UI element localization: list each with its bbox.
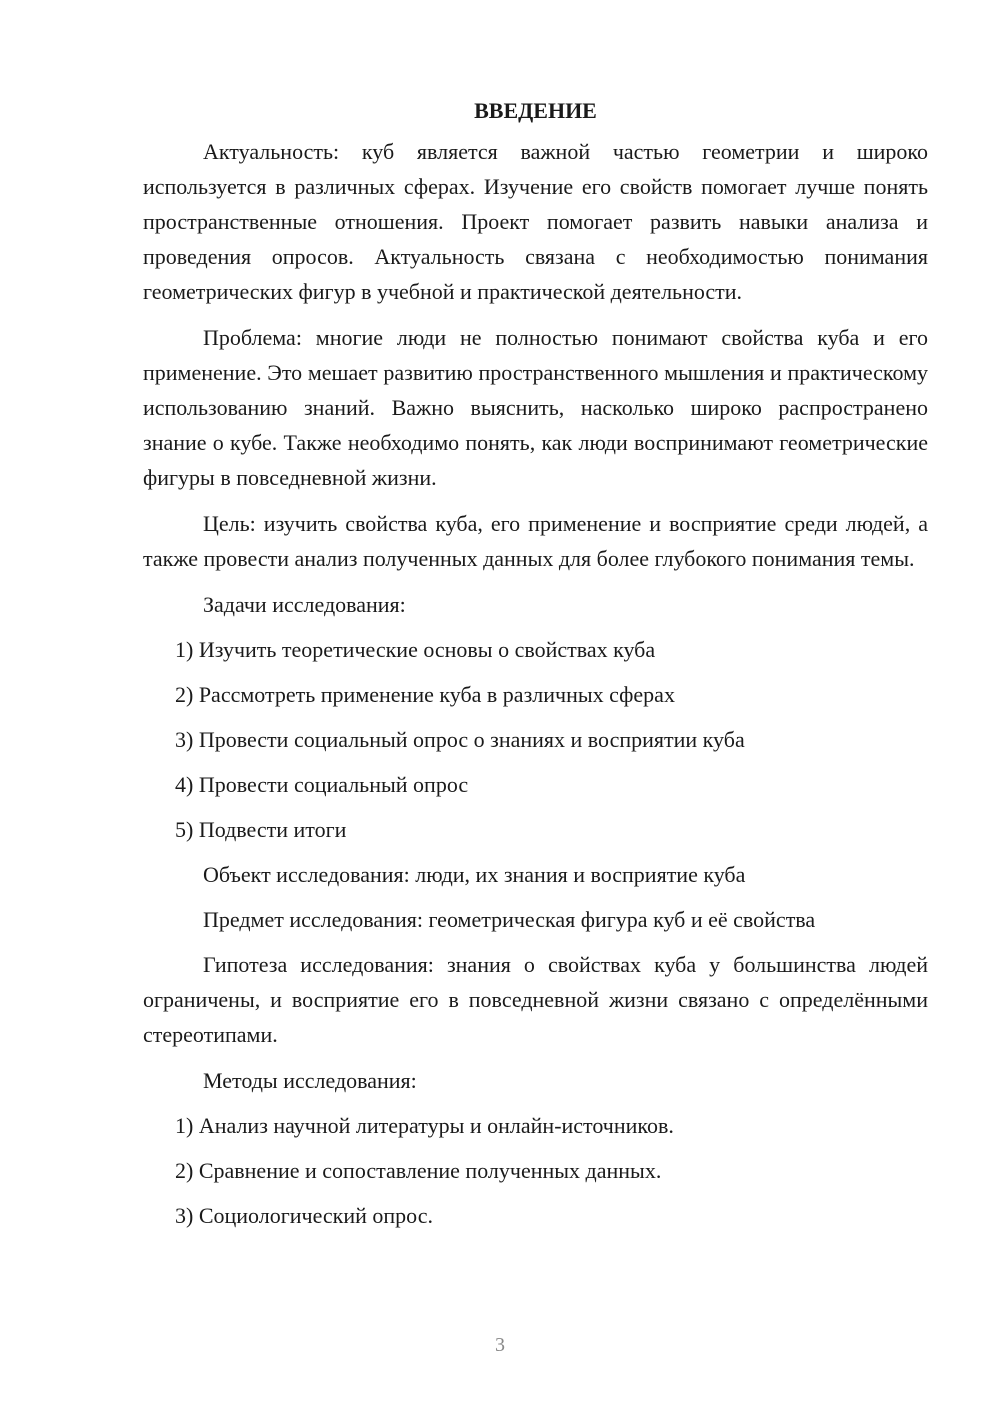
goal-paragraph: Цель: изучить свойства куба, его применение и восприятие среди людей, а также провести анализ полученных данных для более глубокого понимания темы. [143,511,928,571]
page-title: ВВЕДЕНИЕ [474,98,597,123]
task-item: 3) Провести социальный опрос о знаниях и восприятии куба [175,727,745,752]
task-item: 2) Рассмотреть применение куба в различных сферах [175,682,675,707]
task-item: 1) Изучить теоретические основы о свойствах куба [175,637,656,662]
object-line: Объект исследования: люди, их знания и восприятие куба [203,862,746,887]
hypothesis-paragraph: Гипотеза исследования: знания о свойствах куба у большинства людей ограничены, и восприятие его в повседневной жизни связано с определёнными стереотипами. [143,952,928,1047]
method-item: 3) Социологический опрос. [175,1203,433,1228]
task-item: 4) Провести социальный опрос [175,772,469,797]
method-item: 1) Анализ научной литературы и онлайн-источников. [175,1113,674,1138]
task-item: 5) Подвести итоги [175,817,347,842]
relevance-paragraph: Актуальность: куб является важной частью геометрии и широко используется в различных сферах. Изучение его свойств помогает лучше понять пространственные отношения. Проект помогает развить навыки анализа и проведения опросов. Актуальность связана с необходимостью понимания геометрических фигур в учебной и практической деятельности. [143,139,928,304]
subject-line: Предмет исследования: геометрическая фигура куб и её свойства [203,907,816,932]
page-number: 3 [495,1334,505,1356]
method-item: 2) Сравнение и сопоставление полученных данных. [175,1158,662,1183]
document-page [143,96,928,1233]
methods-label: Методы исследования: [203,1068,417,1093]
tasks-label: Задачи исследования: [203,592,406,617]
problem-paragraph: Проблема: многие люди не полностью понимают свойства куба и его применение. Это мешает развитию пространственного мышления и практическому использованию знаний. Важно выяснить, насколько широко распространено знание о кубе. Также необходимо понять, как люди воспринимают геометрические фигуры в повседневной жизни. [143,325,928,490]
